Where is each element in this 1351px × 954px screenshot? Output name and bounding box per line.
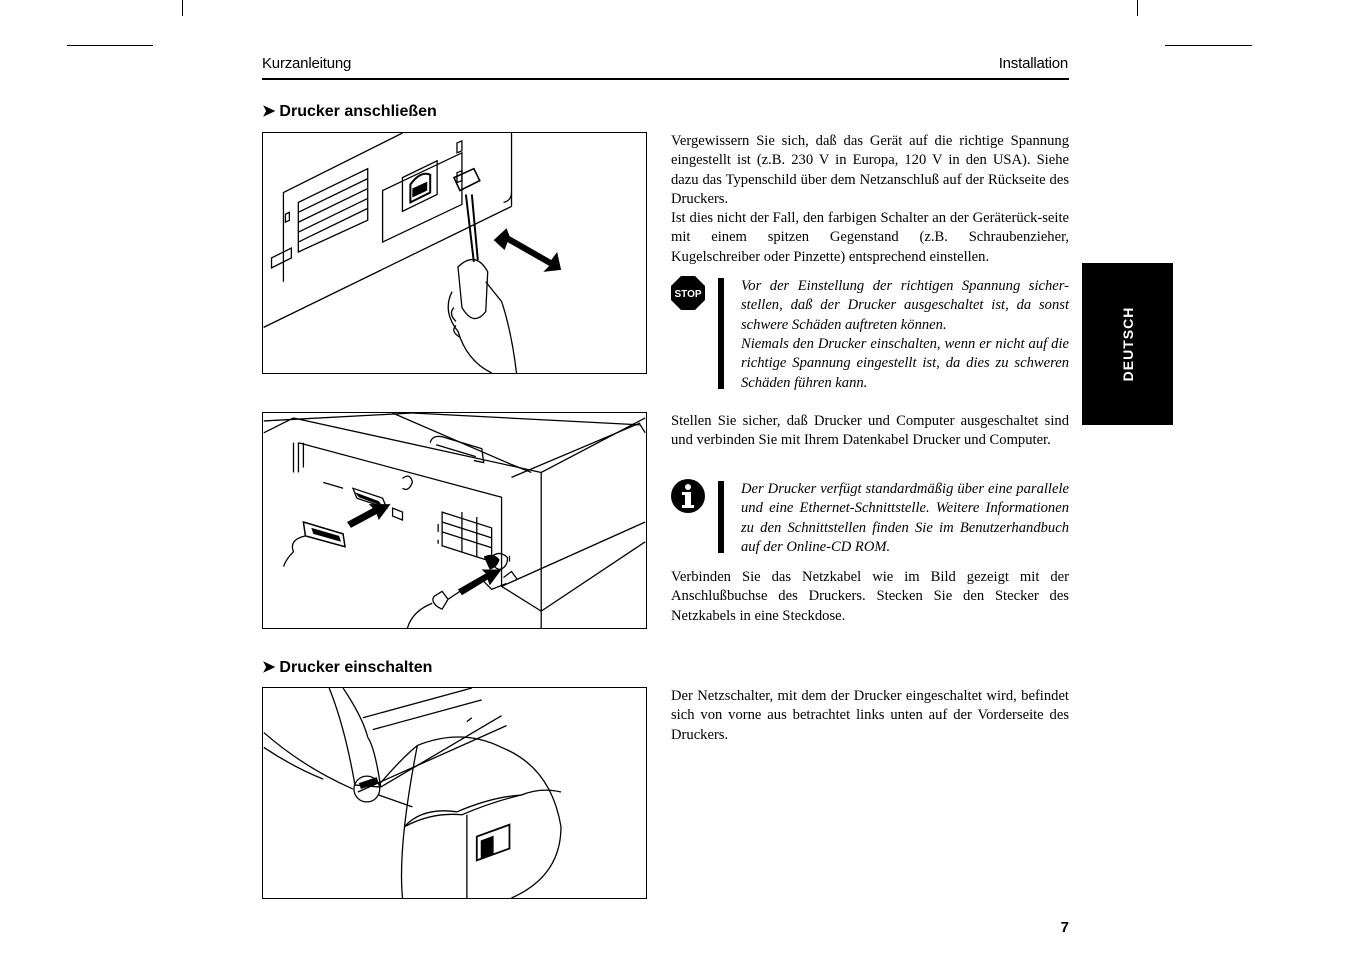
cable-paragraph: Stellen Sie sicher, daß Drucker und Computer ausgeschaltet sind und verbinden Sie mit Ihrem Datenkabel Drucker und Computer. (671, 413, 1069, 449)
info-note-bar (718, 481, 724, 553)
power-switch-paragraph: Der Netzschalter, mit dem der Drucker eingeschaltet wird, befindet sich von vorne aus betrachtet links unten auf der Vorderseite des Druckers. (671, 688, 1069, 743)
section-title-power-on (262, 657, 432, 677)
power-switch-illustration (263, 688, 646, 898)
arrow-right-icon: ➤ (262, 659, 276, 676)
crop-mark-top-right-horizontal (1165, 45, 1252, 46)
language-tab (1082, 263, 1173, 425)
page-number: 7 (1060, 919, 1069, 936)
stop-sign-icon (671, 276, 705, 310)
section-title-text: Drucker einschalten (279, 659, 433, 676)
language-tab-label: DEUTSCH (1119, 306, 1136, 382)
info-icon (671, 479, 705, 513)
power-cable-paragraph: Verbinden Sie das Netzkabel wie im Bild gezeigt mit der Anschlußbuchse des Druckers. Stecken Sie den Stecker des Netzkabels in eine Steckdose. (671, 569, 1069, 624)
info-note-text: Der Drucker verfügt standardmäßig über eine parallele und eine Ethernet-Schnittstelle. Weitere Informationen zu den Schnittstellen finden Sie im Benutzerhandbuch auf der Online-CD ROM. (741, 481, 1069, 555)
voltage-switch-illustration (263, 133, 646, 373)
voltage-paragraph: Vergewissern Sie sich, daß das Gerät auf die richtige Spannung eingestellt ist (z.B. 230 V in Europa, 120 V in den USA). Siehe dazu das Typenschild über dem Netzanschluß auf der Rückseite des Druckers. (671, 133, 1069, 207)
stop-sign-label: STOP (674, 289, 702, 300)
header-left-title: Kurzanleitung (262, 55, 352, 72)
header-rule (262, 78, 1069, 80)
section-title-connect (262, 101, 437, 121)
figure-voltage-switch (262, 132, 647, 374)
figure-power-switch (262, 687, 647, 899)
arrow-right-icon: ➤ (262, 103, 276, 120)
header-right-title: Installation (998, 55, 1068, 72)
section-title-text: Drucker anschließen (279, 103, 437, 120)
stop-note-text-2: Niemals den Drucker einschalten, wenn er nicht auf die richtige Spannung eingestellt ist, da dies zu schweren Schäden führen kann. (741, 336, 1069, 391)
crop-mark-top-right-vertical (1137, 0, 1138, 16)
stop-note-text: Vor der Einstellung der richtigen Spannung sicher-stellen, daß der Drucker ausgeschaltet ist, da sonst schwere Schäden auftreten können. (741, 278, 1069, 333)
cable-connection-illustration (263, 413, 646, 628)
figure-cable-connection (262, 412, 647, 629)
crop-mark-top-left-horizontal (67, 45, 153, 46)
crop-mark-top-left-vertical (182, 0, 183, 16)
stop-note-bar (718, 278, 724, 389)
voltage-switch-paragraph: Ist dies nicht der Fall, den farbigen Schalter an der Geräterück-seite mit einem spitzen Gegenstand (z.B. Schraubenzieher, Kugelschreiber oder Pinzette) entsprechend einstellen. (671, 210, 1069, 265)
